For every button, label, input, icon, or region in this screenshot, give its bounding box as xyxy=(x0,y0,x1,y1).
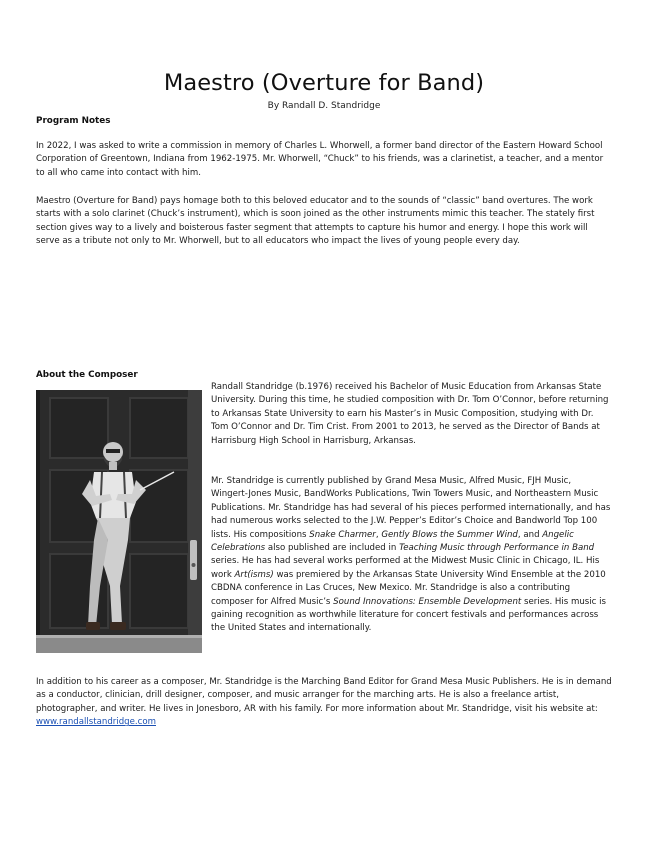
work-title: Art(isms) xyxy=(234,569,274,580)
page-title: Maestro (Overture for Band) xyxy=(163,70,485,96)
bio-paragraph-1: Randall Standridge (b.1976) received his Bachelor of Music Education from Arkansas State University. During this time, he studied composition with Dr. Tom O’Connor, before returning to Arkansas State University to earn his Master’s in Music Composition, studying with Dr. Tom O’Connor and Dr. Tim Crist. From 2001 to 2013, he served as the Director of Bands at Harrisburg High School in Harrisburg, Arkansas. xyxy=(211,382,609,446)
program-notes-paragraph-2: Maestro (Overture for Band) pays homage both to this beloved educator and to the sounds of “classic” band overtures. The work starts with a solo clarinet (Chuck’s instrument), which is soon joined as the other instruments mimic this teacher. The stately first section gives way to a lively and boisterous faster segment that attempts to capture his humor and energy. I hope this work will serve as a tribute not only to Mr. Whorwell, but to all educators who impact the lives of young people every day. xyxy=(36,196,595,247)
program-notes-paragraph-1: In 2022, I was asked to write a commission in memory of Charles L. Whorwell, a former band director of the Eastern Howard School Corporation of Greentown, Indiana from 1962-1975. Mr. Whorwell, “Chuck” to his friends, was a clarinetist, a teacher, and a mentor to all who came into contact with him. xyxy=(36,141,604,178)
closing-paragraph xyxy=(36,676,614,730)
work-title: Snake Charmer xyxy=(309,529,376,540)
about-composer-heading: About the Composer xyxy=(36,370,138,380)
bio-text: series. He has had several works performed at the Midwest Music Clinic in Chicago, IL. His work xyxy=(211,556,600,580)
bio-text: also published are included in xyxy=(265,543,400,554)
composer-photo xyxy=(36,390,202,653)
program-notes-heading: Program Notes xyxy=(36,116,111,126)
bio-text: Mr. Standridge is currently published by Grand Mesa Music, Alfred Music, FJH Music, Wingert-Jones Music, BandWorks Publications, Twin Towers Music, and Northeastern Music Publications. Mr. Standridge has had several of his pieces performed internationally, and has had numerous works selected to the J.W. Pepper’s Editor’s Choice and Bandworld Top 100 lists. His compositions xyxy=(211,476,611,540)
bio-paragraph-2 xyxy=(211,475,611,636)
work-title: Angelic Celebrations xyxy=(211,529,574,554)
bio-text: , and xyxy=(517,529,543,540)
byline: By Randall D. Standridge xyxy=(267,101,381,111)
website-link[interactable]: www.randallstandridge.com xyxy=(36,717,156,728)
bio-text: was premiered by the Arkansas State University Wind Ensemble at the 2010 CBDNA conference in Las Cruces, New Mexico. Mr. Standridge is also a contributing composer for Alfred Music’s xyxy=(211,569,606,607)
work-title: Gently Blows the Summer Wind xyxy=(381,529,518,540)
series-title: Teaching Music through Performance in Band xyxy=(399,543,595,554)
series-title: Sound Innovations: Ensemble Development xyxy=(333,596,522,607)
closing-text: In addition to his career as a composer, Mr. Standridge is the Marching Band Editor for Grand Mesa Music Publishers. He is in demand as a conductor, clinician, drill designer, composer, and music arranger for the marching arts. He is also a freelance artist, photographer, and writer. He lives in Jonesboro, AR with his family. For more information about Mr. Standridge, visit his website at: xyxy=(36,677,612,714)
bio-text: , xyxy=(375,529,382,540)
bio-text: series. His music is gaining recognition as worthwhile literature for concert festivals and performances across the United States and internationally. xyxy=(211,596,606,634)
